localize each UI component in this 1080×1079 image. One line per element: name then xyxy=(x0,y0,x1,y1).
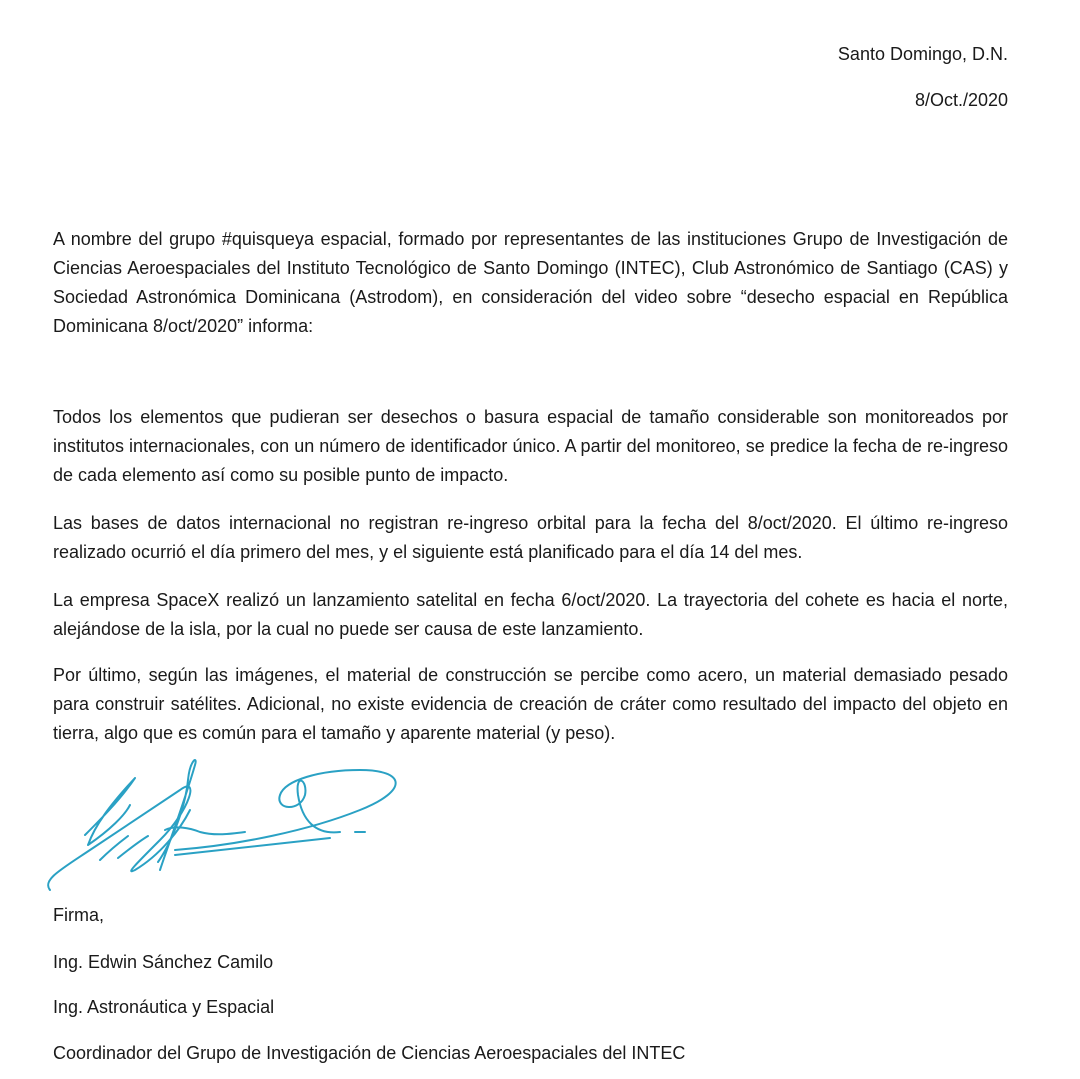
signer-role: Coordinador del Grupo de Investigación de Ciencias Aeroespaciales del INTEC xyxy=(53,1043,686,1063)
letter-date: 8/Oct./2020 xyxy=(914,90,1008,110)
body-paragraph-monitoring: Todos los elementos que pudieran ser desechos o basura espacial de tamaño considerable son monitoreados por institutos internacionales, con un número de identificador único. A partir del monitoreo, se predice la fecha de re-ingreso de cada elemento así como su posible punto de impacto. xyxy=(53,407,1008,485)
handwritten-signature xyxy=(40,750,420,900)
body-paragraph-reentry: Las bases de datos internacional no registran re-ingreso orbital para la fecha del 8/oct/2020. El último re-ingreso realizado ocurrió el día primero del mes, y el siguiente está planificado para el día 14 del mes. xyxy=(53,513,1008,562)
signature-label: Firma, xyxy=(53,905,104,925)
signature-stroke xyxy=(85,778,135,845)
intro-paragraph: A nombre del grupo #quisqueya espacial, formado por representantes de las instituciones Grupo de Investigación de Ciencias Aeroespaciales del Instituto Tecnológico de Santo Domingo (INTEC), Club Astronómico de Santiago (CAS) y Sociedad Astronómica Dominicana (Astrodom), en consideración del video sobre “desecho espacial en República Dominicana 8/oct/2020” informa: xyxy=(53,229,1008,336)
signature-stroke xyxy=(175,770,396,850)
signature-drawing xyxy=(40,750,420,900)
letter-place: Santo Domingo, D.N. xyxy=(837,44,1008,64)
body-paragraph-material: Por último, según las imágenes, el material de construcción se percibe como acero, un material demasiado pesado para construir satélites. Adicional, no existe evidencia de creación de cráter como resultado del impacto del objeto en tierra, algo que es común para el tamaño y aparente material (y peso). xyxy=(53,665,1008,743)
body-paragraph-spacex: La empresa SpaceX realizó un lanzamiento satelital en fecha 6/oct/2020. La trayectoria del cohete es hacia el norte, alejándose de la isla, por la cual no puede ser causa de este lanzamiento. xyxy=(53,590,1008,639)
signer-name: Ing. Edwin Sánchez Camilo xyxy=(53,952,274,972)
signer-title: Ing. Astronáutica y Espacial xyxy=(53,997,275,1017)
signature-stroke xyxy=(48,786,190,890)
